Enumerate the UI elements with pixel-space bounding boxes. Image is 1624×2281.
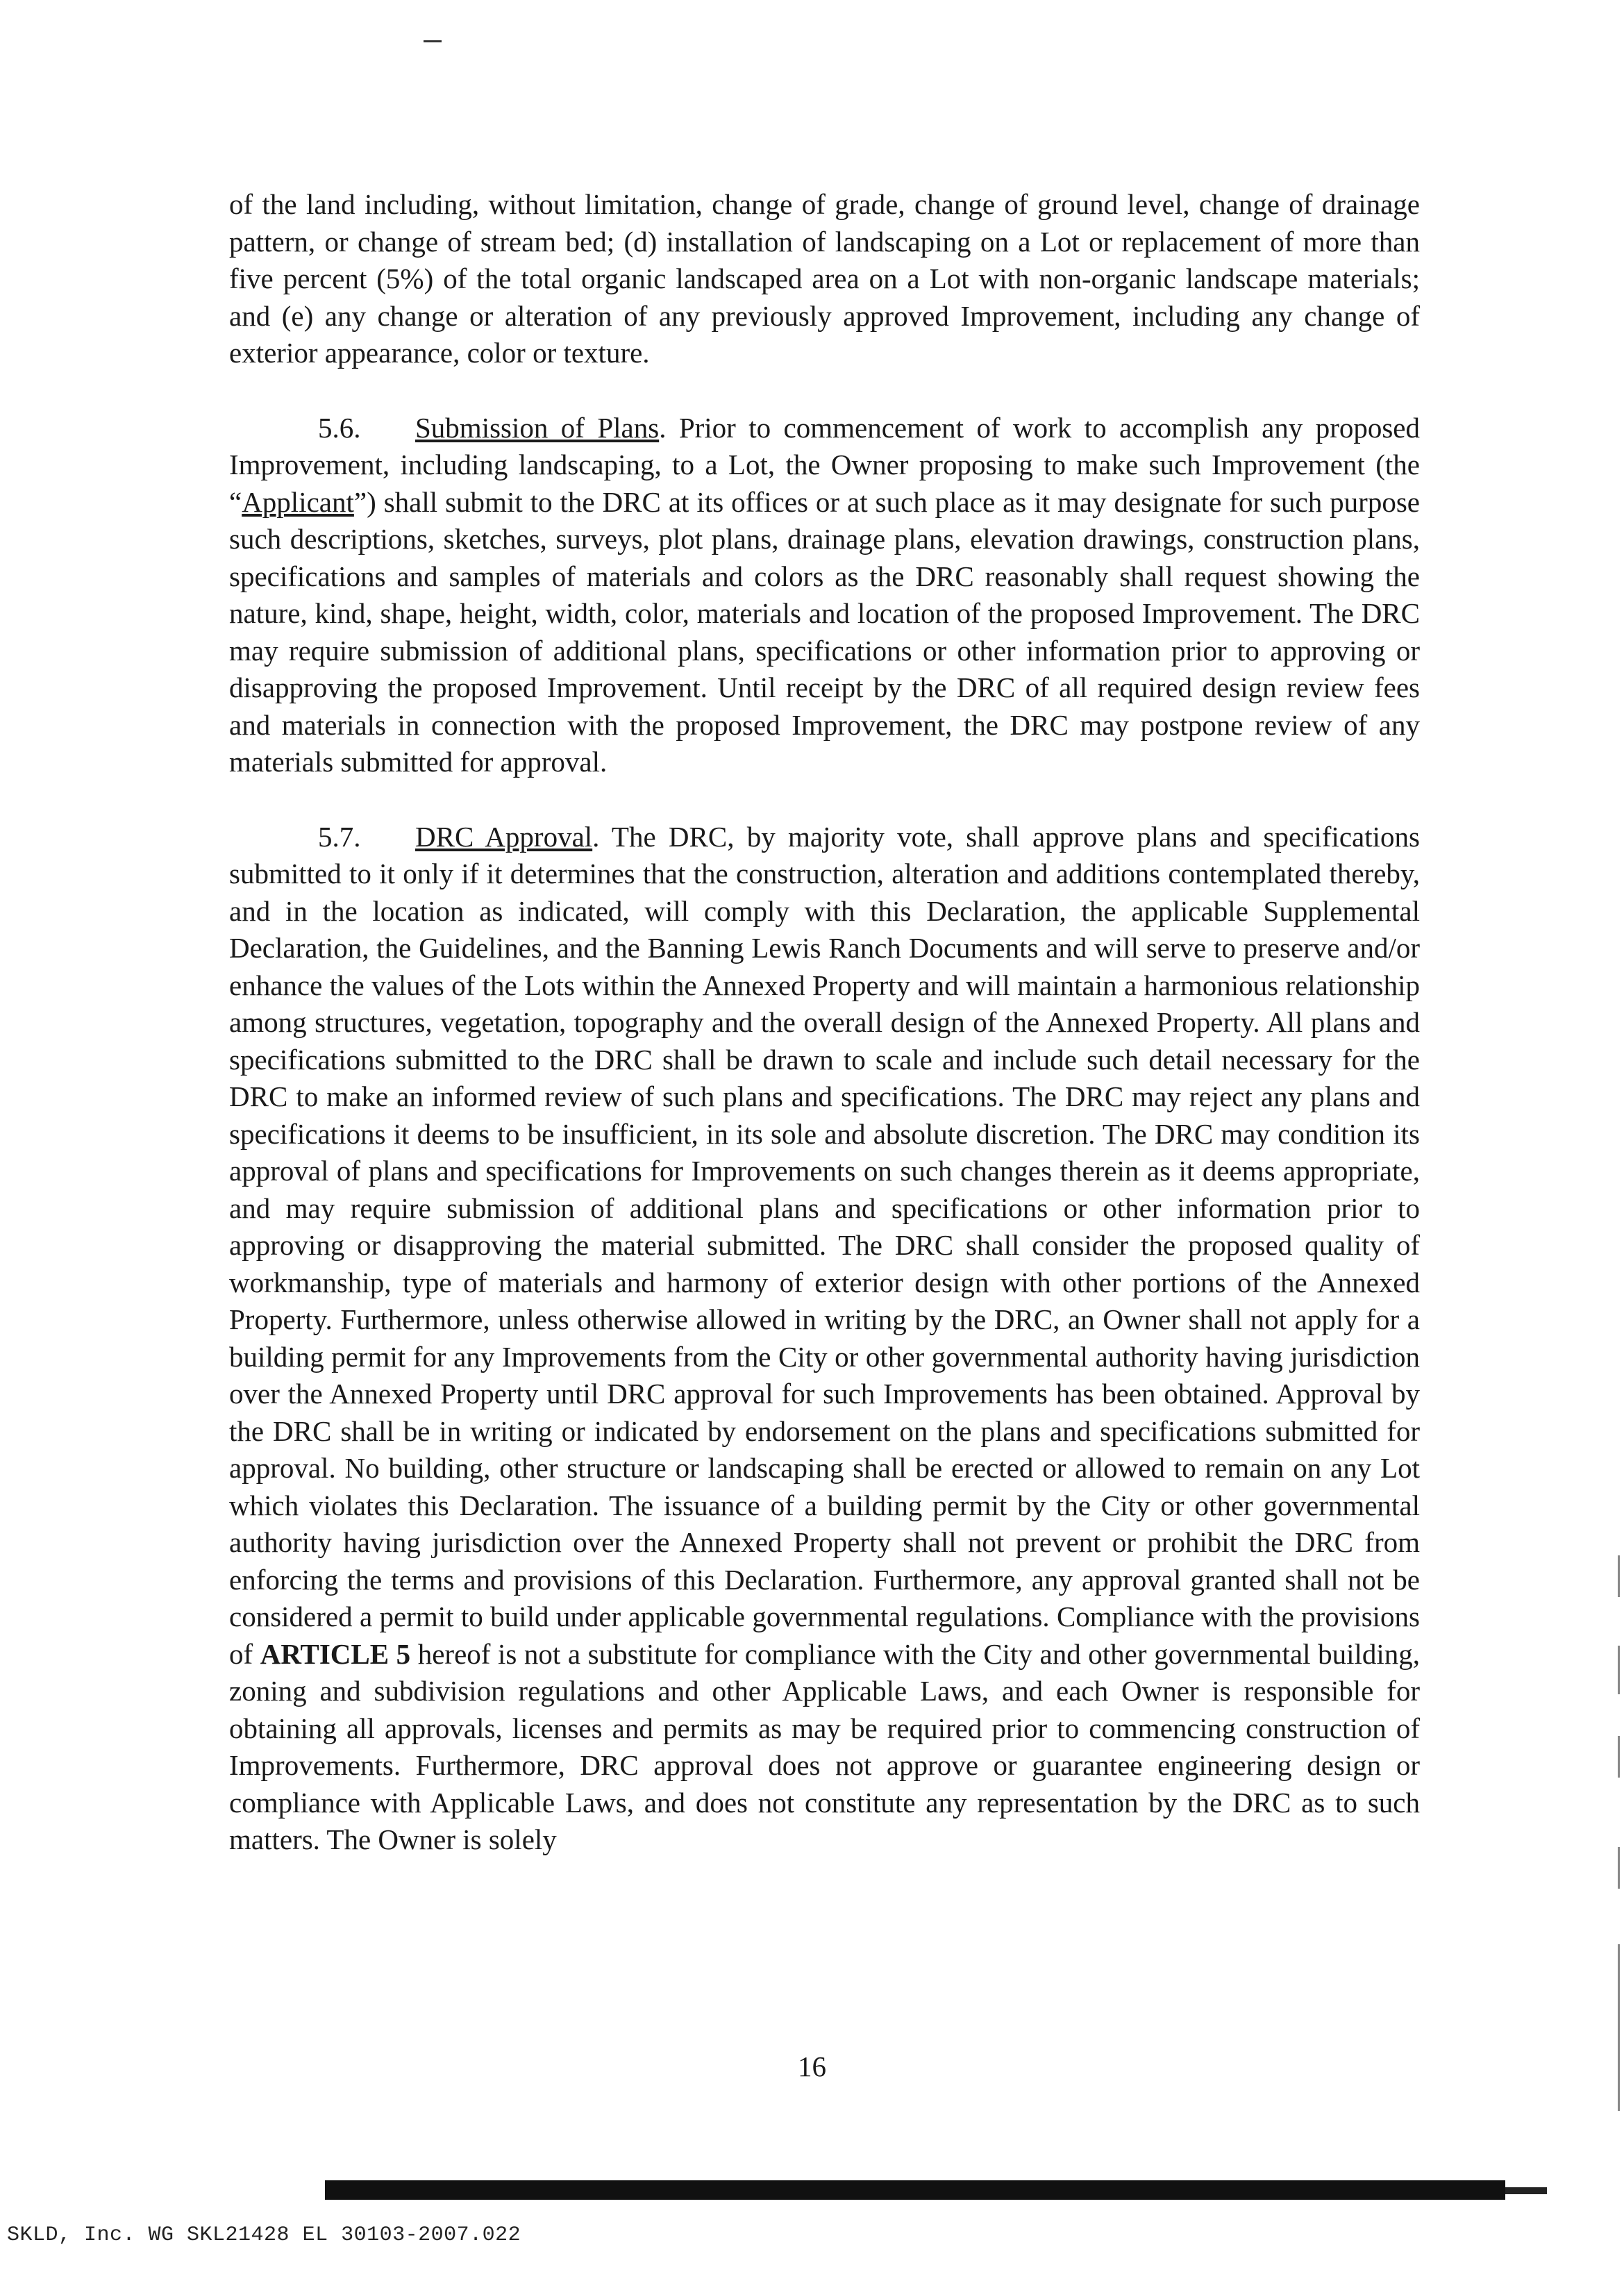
defined-term: Applicant (242, 485, 354, 518)
document-body (229, 186, 1420, 1859)
scan-edge-mark (1618, 1555, 1620, 1597)
section-5-7 (229, 819, 1420, 1859)
section-number: 5.7. (318, 820, 361, 853)
scan-edge-mark (1618, 1944, 1620, 2111)
section-heading: DRC Approval (415, 820, 593, 853)
section-text: . Prior to commencement of work to accomplish any proposed Improvement, including landscaping, to a Lot, the Owner proposing to make such Improvement (the “ (229, 411, 1420, 518)
scan-edge-mark (1618, 1736, 1620, 1778)
section-text: . The DRC, by majority vote, shall approve plans and specifications submitted to it only if it determines that the construction, alteration and additions contemplated thereby, and in the location as indicated, will comply with this Declaration, the applicable Supplemental Declaration, the Guidelines, and the Banning Lewis Ranch Documents and will serve to preserve and/or enhance the values of the Lots within the Annexed Property and will maintain a harmonious relationship among structures, vegetation, topography and the overall design of the Annexed Property. All plans and specifications submitted to the DRC shall be drawn to scale and include such detail necessary for the DRC to make an informed review of such plans and specifications. The DRC may reject any plans and specifications it deems to be insufficient, in its sole and absolute discretion. The DRC may condition its approval of plans and specifications for Improvements on such changes therein as it deems appropriate, and may require submission of additional plans and specifications or other information prior to approving or disapproving the material submitted. The DRC shall consider the proposed quality of workmanship, type of materials and harmony of exterior design with other portions of the Annexed Property. Furthermore, unless otherwise allowed in writing by the DRC, an Owner shall not apply for a building permit for any Improvements from the City or other governmental authority having jurisdiction over the Annexed Property until DRC approval for such Improvements has been obtained. Approval by the DRC shall be in writing or indicated by endorsement on the plans and specifications submitted for approval. No building, other structure or landscaping shall be erected or allowed to remain on any Lot which violates this Declaration. The issuance of a building permit by the City or other governmental authority having jurisdiction over the Annexed Property shall not prevent or prohibit the DRC from enforcing the terms and provisions of this Declaration. Furthermore, any approval granted shall not be considered a permit to build under applicable governmental regulations. Compliance with the provisions of (229, 820, 1420, 1670)
scan-artifact-dash (424, 40, 442, 42)
section-5-6 (229, 410, 1420, 781)
continuation-paragraph (229, 186, 1420, 372)
footer-bar-tail (1505, 2187, 1547, 2194)
section-heading: Submission of Plans (415, 411, 660, 444)
scan-edge-mark (1618, 1847, 1620, 1889)
article-reference: ARTICLE 5 (260, 1637, 411, 1670)
page-number: 16 (798, 2050, 826, 2082)
section-text: ”) shall submit to the DRC at its offices or at such place as it may designate for such purpose such descriptions, sketches, surveys, plot plans, drainage plans, elevation drawings, construction plans, specifications and samples of materials and colors as the DRC reasonably shall request showing the nature, kind, shape, height, width, color, materials and location of the proposed Improvement. The DRC may require submission of additional plans, specifications or other information prior to approving or disapproving the proposed Improvement. Until receipt by the DRC of all required design review fees and materials in connection with the proposed Improvement, the DRC may postpone review of any materials submitted for approval. (229, 485, 1420, 778)
scan-edge-mark (1618, 1646, 1620, 1694)
footer-document-id: SKLD, Inc. WG SKL21428 EL 30103-2007.022 (7, 2223, 521, 2247)
section-text: hereof is not a substitute for compliance with the City and other governmental building, zoning and subdivision regulations and other Applicable Laws, and each Owner is responsible for obtaining all approvals, licenses and permits as may be required prior to commencing construction of Improvements. Furthermore, DRC approval does not approve or guarantee engineering design or compliance with Applicable Laws, and does not constitute any representation by the DRC as to such matters. The Owner is solely (229, 1637, 1420, 1855)
section-number: 5.6. (318, 411, 361, 444)
continuation-text: of the land including, without limitation, change of grade, change of ground level, change of drainage pattern, or change of stream bed; (d) installation of landscaping on a Lot or replacement of more than five percent (5%) of the total organic landscaped area on a Lot with non-organic landscape materials; and (e) any change or alteration of any previously approved Improvement, including any change of exterior appearance, color or texture. (229, 188, 1420, 369)
footer-bar (325, 2180, 1505, 2200)
